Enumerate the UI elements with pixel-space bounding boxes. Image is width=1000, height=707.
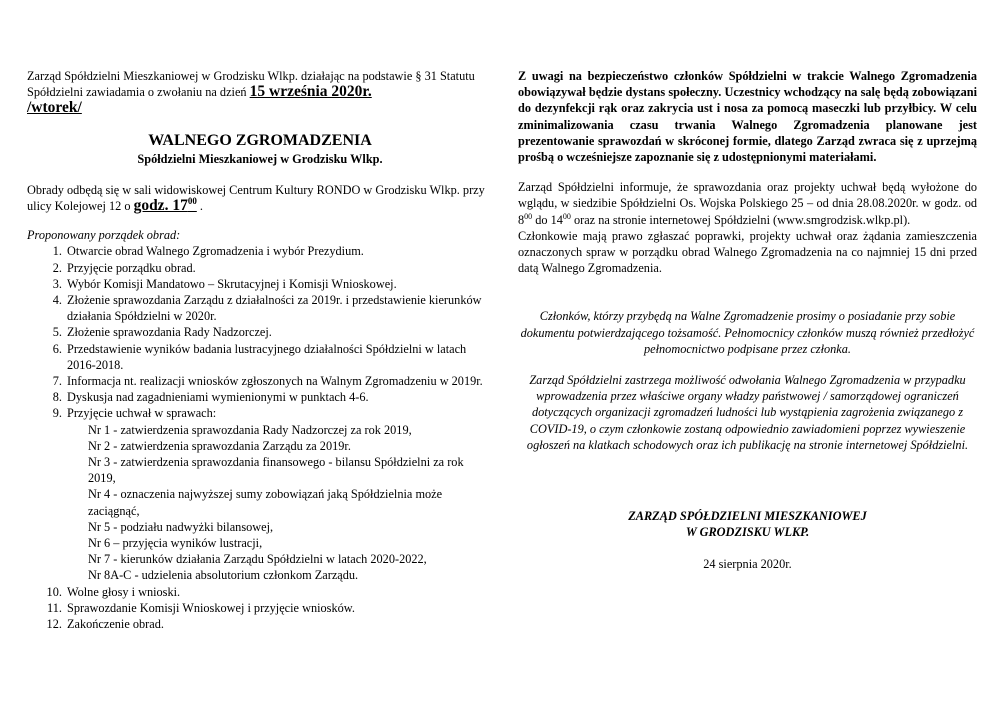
resolution-item: Nr 5 - podziału nadwyżki bilansowej,	[88, 519, 274, 534]
meeting-day: /wtorek/	[27, 99, 82, 117]
resolution-item: Nr 4 - oznaczenia najwyższej sumy zobowiązań jaką Spółdzielnia może zaciągnąć,	[88, 487, 443, 518]
resolution-item: Nr 2 - zatwierdzenia sprawozdania Zarządu za 2019r.	[88, 438, 351, 453]
amendments-paragraph: Członkowie mają prawo zgłaszać poprawki, projekty uchwał oraz żądania zamieszczenia oznaczonych spraw w porządku obrad Walnego Zgromadzenia na co najmniej 15 dni przed datą Walnego Zgromadzenia.	[518, 228, 977, 276]
agenda-item: 11. Sprawozdanie Komisji Wnioskowej i przyjęcie wniosków.	[65, 600, 493, 616]
signature-line-1: ZARZĄD SPÓŁDZIELNI MIESZKANIOWEJ	[628, 509, 867, 524]
agenda-item: 12. Zakończenie obrad.	[65, 616, 493, 632]
resolution-item: Nr 1 - zatwierdzenia sprawozdania Rady Nadzorczej za rok 2019,	[88, 422, 412, 437]
intro-text: Zarząd Spółdzielni Mieszkaniowej w Grodzisku Wlkp. działając na podstawie § 31 Statutu Spółdzielni zawiadamia o zwołaniu na dzień	[27, 69, 475, 100]
agenda-item: 5. Złożenie sprawozdania Rady Nadzorczej.	[65, 324, 493, 340]
venue-paragraph	[27, 182, 493, 214]
meeting-date: 15 września 2020r.	[249, 83, 372, 101]
venue-text: Obrady odbędą się w sali widowiskowej Centrum Kultury RONDO w Grodzisku Wlkp. przy ulicy Kolejowej 12 o	[27, 182, 485, 214]
agenda-item-resolutions: 9. Przyjęcie uchwał w sprawach: Nr 1 - zatwierdzenia sprawozdania Rady Nadzorczej za rok 2019, Nr 2 - zatwierdzenia sprawozdania Zarządu za 2019r. Nr 3 - zatwierdzenia sprawozdania finansowego - bilansu Spółdzielni za rok 2019, Nr 4 - oznaczenia najwyższej sumy zobowiązań jaką Spółdzielnia może zaciągnąć, Nr 5 - podziału nadwyżki bilansowej, Nr 6 – przyjęcia wyników lustracji, Nr 7 - kierunków działania Zarządu Spółdzielni w latach 2020-2022, Nr 8A-C - udzielenia absolutorium członkom Zarządu.	[65, 405, 493, 583]
safety-notice: Z uwagi na bezpieczeństwo członków Spółdzielni w trakcie Walnego Zgromadzenia obowiązywał będzie dystans społeczny. Uczestnicy wchodzący na salę będą zobowiązani do dezynfekcji rąk oraz zakrycia ust i nosa za pomocą maseczki lub przyłbicy. W celu zminimalizowania czasu trwania Walnego Zgromadzenia planowane jest prezentowanie sprawozdań w skróconej formie, dlatego Zarząd zwraca się z uprzejmą prośbą o wcześniejsze zapoznanie się z udostępnionymi materiałami.	[518, 69, 977, 165]
agenda-item: 1. Otwarcie obrad Walnego Zgromadzenia i wybór Prezydium.	[65, 243, 493, 259]
resolution-item: Nr 6 – przyjęcia wyników lustracji,	[88, 536, 263, 551]
cancellation-notice: Zarząd Spółdzielni zastrzega możliwość odwołania Walnego Zgromadzenia w przypadku wprowadzenia przez właściwe organy władzy państwowej / samorządowej ograniczeń dotyczących organizacji zgromadzeń ludności lub wystąpienia zagrożenia związanego z COVID-19, o czym członkowie zostaną odpowiednio zawiadomieni poprzez wywieszenie ogłoszeń na klatkach schodowych oraz ich publikację na stronie internetowej Spółdzielni.	[526, 373, 969, 452]
document-title: WALNEGO ZGROMADZENIA	[148, 131, 372, 149]
left-column	[27, 68, 493, 632]
resolution-item: Nr 7 - kierunków działania Zarządu Spółdzielni w latach 2020-2022,	[88, 552, 427, 567]
identity-notice: Członków, którzy przybędą na Walne Zgromadzenie prosimy o posiadanie przy sobie dokumentu potwierdzającego tożsamość. Pełnomocnicy członków muszą również przedłożyć pełnomocnictwo podpisane przez członka.	[520, 309, 975, 356]
resolution-item: Nr 3 - zatwierdzenia sprawozdania finansowego - bilansu Spółdzielni za rok 2019,	[88, 455, 464, 486]
agenda-item: 6. Przedstawienie wyników badania lustracyjnego działalności Spółdzielni w latach 2016-2018.	[65, 341, 493, 373]
agenda-title: Proponowany porządek obrad:	[27, 228, 181, 243]
document-date: 24 sierpnia 2020r.	[703, 557, 792, 572]
venue-end: .	[199, 199, 203, 214]
agenda-list	[27, 243, 493, 632]
agenda-item: 8. Dyskusja nad zagadnieniami wymienionymi w punktach 4-6.	[65, 389, 493, 405]
agenda-item: 4. Złożenie sprawozdania Zarządu z działalności za 2019r. i przedstawienie kierunków działania Spółdzielni w 2020r.	[65, 292, 493, 324]
right-column	[518, 68, 977, 573]
agenda-item: 7. Informacja nt. realizacji wniosków zgłoszonych na Walnym Zgromadzeniu w 2019r.	[65, 373, 493, 389]
meeting-hour: godz. $17^{00}$	[133, 195, 197, 215]
document-subtitle: Spółdzielni Mieszkaniowej w Grodzisku Wlkp.	[137, 151, 383, 166]
signature-line-2: W GRODZISKU WLKP.	[685, 525, 810, 540]
documents-paragraph: Zarząd Spółdzielni informuje, że sprawozdania oraz projekty uchwał będą wyłożone do wglądu, w siedzibie Spółdzielni Os. Wojska Polskiego 25 – od dnia 28.08.2020r. w godz. od $8^{00}$ do $14^{00}$ oraz na stronie internetowej Spółdzielni (www.smgrodzisk.wlkp.pl).	[518, 180, 977, 227]
signature	[518, 508, 977, 540]
agenda-item: 10. Wolne głosy i wnioski.	[65, 584, 493, 600]
agenda-item: 2. Przyjęcie porządku obrad.	[65, 260, 493, 276]
agenda-item: 3. Wybór Komisji Mandatowo – Skrutacyjnej i Komisji Wnioskowej.	[65, 276, 493, 292]
intro-paragraph	[27, 68, 493, 117]
resolution-item: Nr 8A-C - udzielenia absolutorium członkom Zarządu.	[88, 568, 359, 583]
